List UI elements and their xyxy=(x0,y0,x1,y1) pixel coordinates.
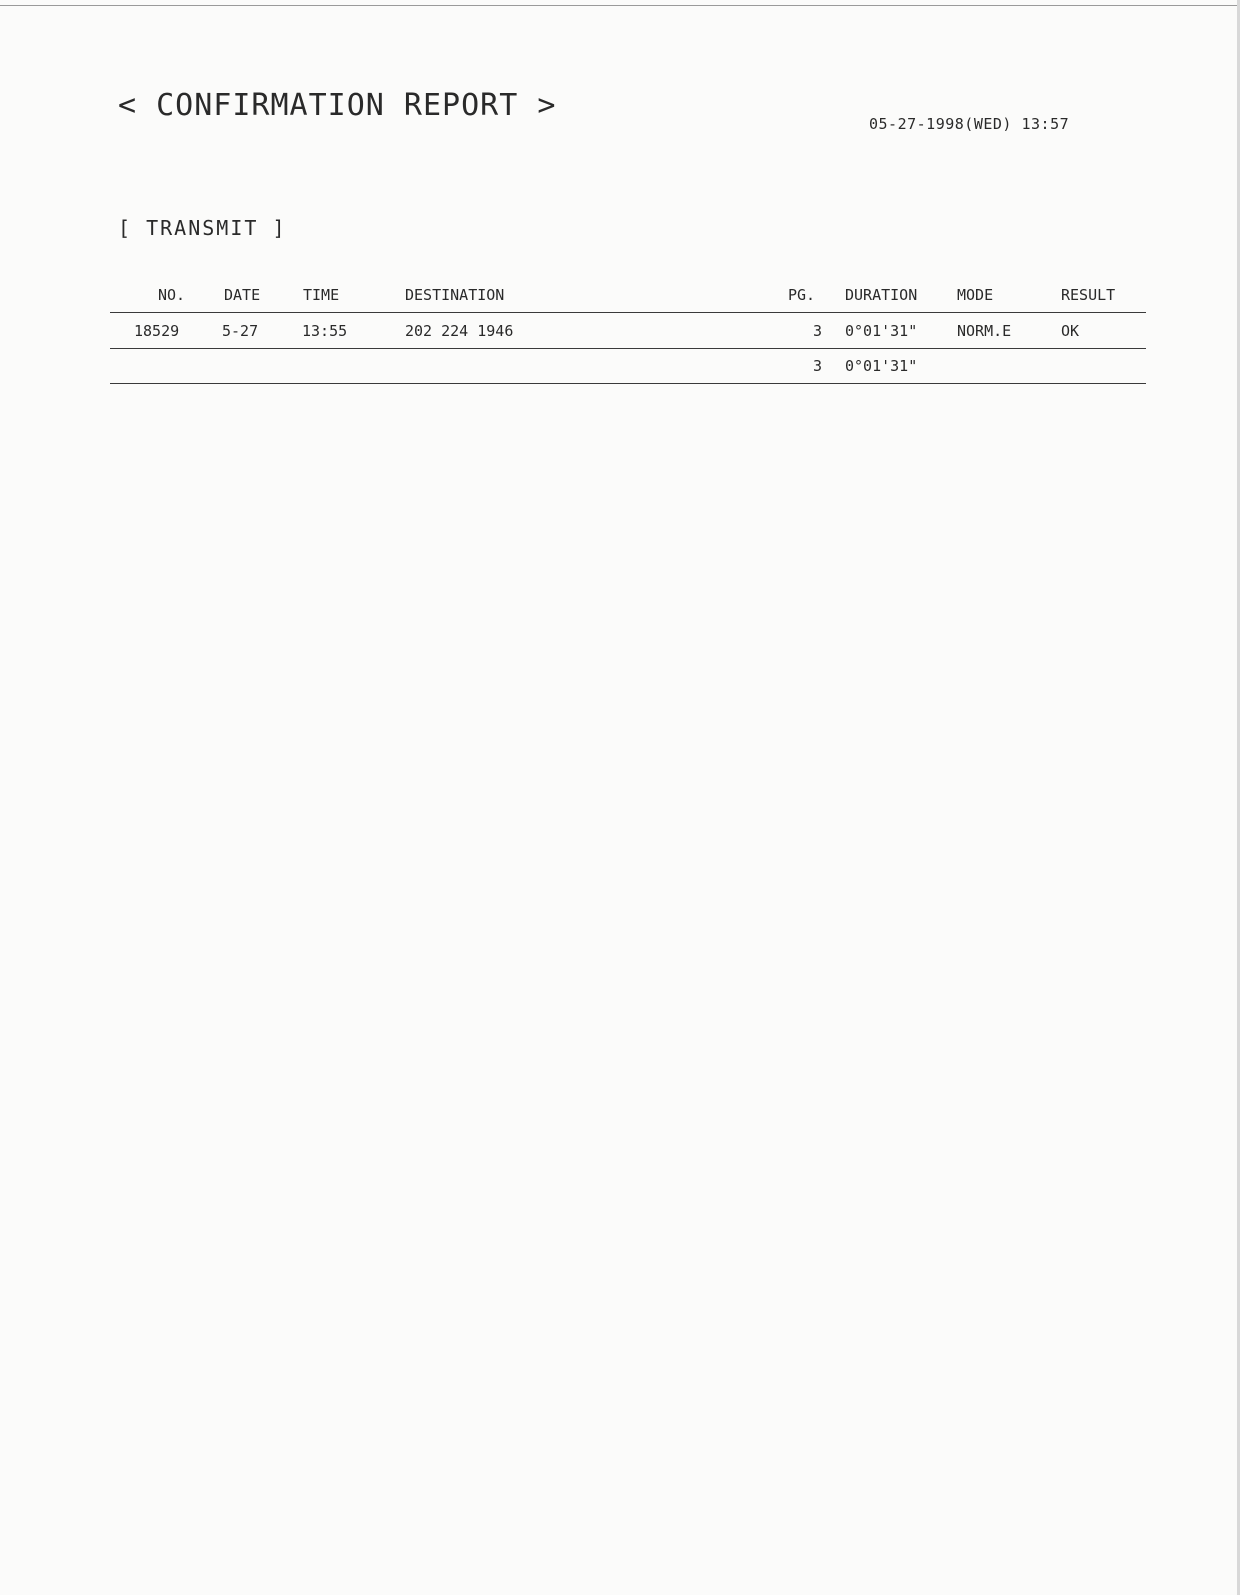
total-pg: 3 xyxy=(813,357,823,375)
header-result: RESULT xyxy=(1061,286,1116,304)
row-date: 5-27 xyxy=(222,322,259,340)
row-mode: NORM.E xyxy=(957,322,1012,340)
header-date: DATE xyxy=(224,286,261,304)
row-pg: 3 xyxy=(813,322,823,340)
row-result: OK xyxy=(1061,322,1080,340)
total-duration: 0°01'31" xyxy=(845,357,918,375)
row-duration: 0°01'31" xyxy=(845,322,918,340)
table-bottom-rule xyxy=(110,383,1146,384)
header-divider xyxy=(110,312,1146,313)
header-no: NO. xyxy=(158,286,186,304)
row-divider xyxy=(110,348,1146,349)
top-border-line xyxy=(0,5,1240,6)
header-pg: PG. xyxy=(788,286,816,304)
header-destination: DESTINATION xyxy=(405,286,505,304)
row-time: 13:55 xyxy=(302,322,348,340)
section-label: [ TRANSMIT ] xyxy=(118,216,287,240)
header-time: TIME xyxy=(303,286,340,304)
row-no: 18529 xyxy=(134,322,180,340)
report-title: < CONFIRMATION REPORT > xyxy=(118,88,557,123)
row-destination: 202 224 1946 xyxy=(405,322,514,340)
report-datetime: 05-27-1998(WED) 13:57 xyxy=(869,115,1070,133)
header-mode: MODE xyxy=(957,286,994,304)
header-duration: DURATION xyxy=(845,286,918,304)
